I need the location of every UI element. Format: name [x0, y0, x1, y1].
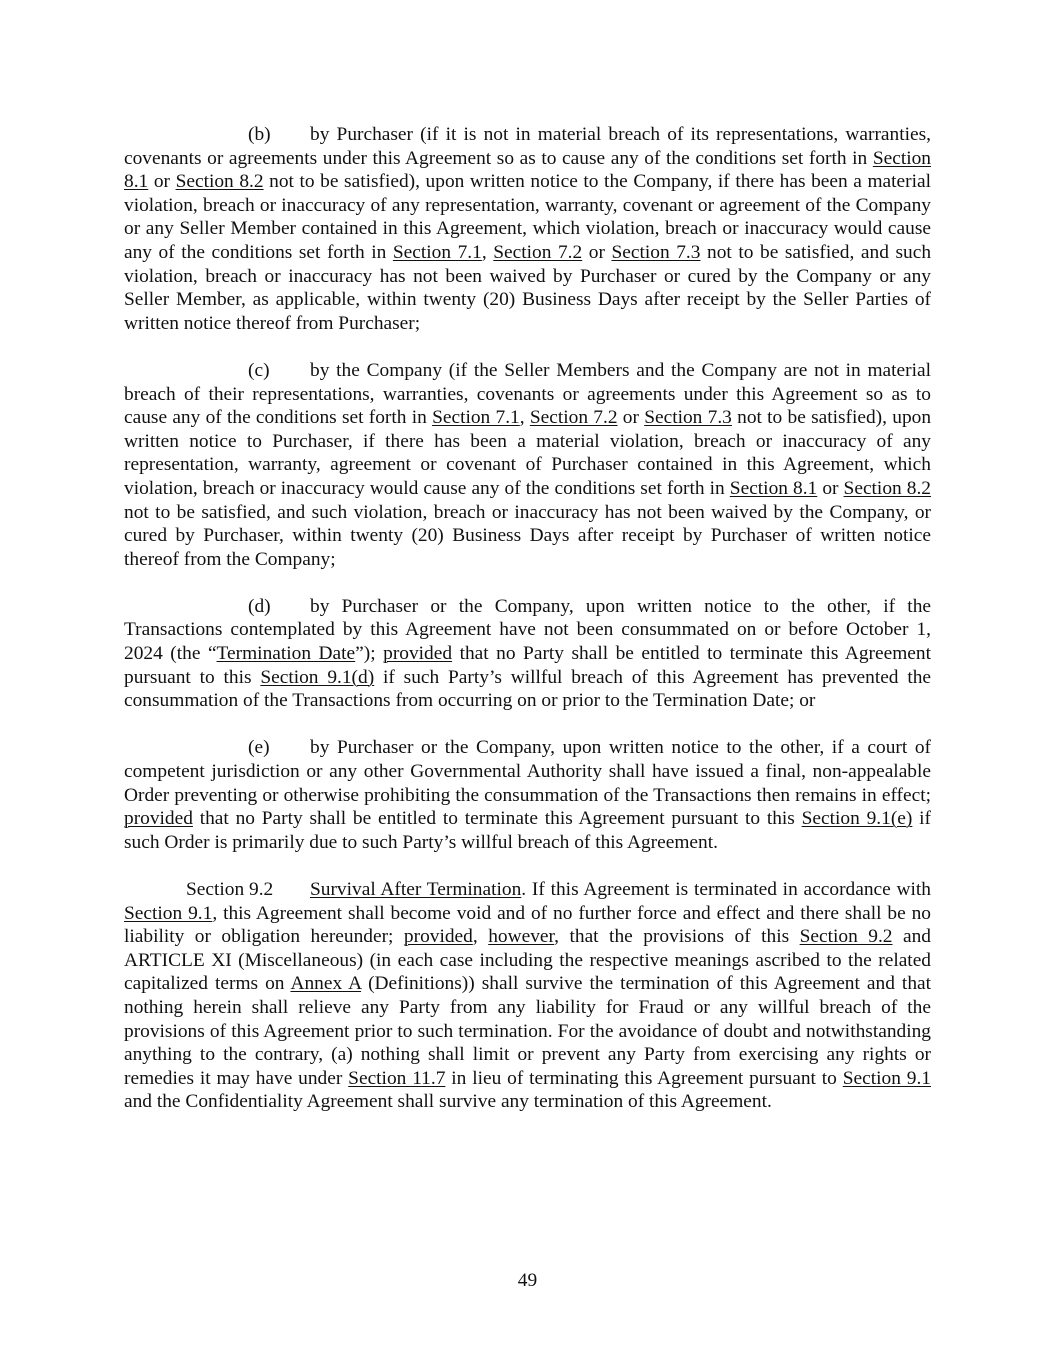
document-page [124, 123, 931, 1138]
section-9-2 [124, 878, 931, 1114]
cross-reference: Section 8.2 [843, 477, 932, 499]
paragraph-label: (c) [248, 359, 270, 381]
cross-reference: Section 11.7 [348, 1067, 446, 1089]
cross-reference: Annex A [290, 973, 362, 995]
clause-e [124, 736, 931, 854]
paragraph-text: not to be satisfied), upon written notice to Purchaser, if there has been a material violation, breach or inaccuracy of any representation, warranty, agreement or covenant of Purchaser contained in this Agreement, which violation, breach or inaccuracy would cause any of the conditions set forth in [124, 407, 932, 499]
paragraph-text: or [148, 171, 176, 193]
paragraph-text: if such Party’s willful breach of this Agreement has prevented the consummation of the Transactions from occurring on or prior to the Termination Date; or [124, 666, 932, 712]
cross-reference: Section 7.2 [493, 241, 583, 263]
paragraph-text: and the Confidentiality Agreement shall survive any termination of this Agreement. [124, 1091, 772, 1113]
paragraph-text: ”); [355, 643, 384, 665]
cross-reference: provided [383, 643, 453, 665]
paragraph-text: , that the provisions of this [554, 926, 800, 948]
paragraph-text: by Purchaser or the Company, upon written notice to the other, if a court of competent jurisdiction or any other Governmental Authority shall have issued a final, non-appealable Order preventing or otherwise prohibiting the consummation of the Transactions then remains in effect; [124, 737, 931, 806]
paragraph-text: that no Party shall be entitled to terminate this Agreement pursuant to this [124, 643, 931, 688]
paragraph-label: (b) [248, 124, 271, 145]
paragraph-text: , this Agreement shall become void and of no further force and effect and there shall be no liability or obligation hereunder; [124, 902, 932, 948]
paragraph-text: not to be satisfied, and such violation, breach or inaccuracy has not been waived by the Company, or cured by Purchaser, within twenty (20) Business Days after receipt by Purchaser of written notice thereof from the Company; [124, 501, 931, 570]
paragraph-text: by Purchaser or the Company, upon written notice to the other, if the Transactions contemplated by this Agreement have not been consummated on or before October 1, 2024 (the “ [124, 595, 931, 665]
cross-reference: Section 8.1 [124, 147, 931, 193]
paragraph-text: , [519, 407, 530, 429]
cross-reference: Section 8.2 [175, 171, 264, 193]
paragraph-text: or [582, 241, 612, 263]
paragraph-text: not to be satisfied), upon written notice to the Company, if there has been a material violation, breach or inaccuracy of any representation, warranty, covenant or agreement of the Company or any Seller Member contained in this Agreement, which violation, breach or inaccuracy would cause any of the conditions set forth in [124, 171, 931, 263]
paragraph-text: , [481, 241, 494, 263]
paragraph-text: if such Order is primarily due to such Party’s willful breach of this Agreement. [124, 808, 931, 853]
cross-reference: Survival After Termination [310, 879, 522, 900]
cross-reference: however [488, 926, 555, 948]
clause-c [124, 359, 931, 571]
paragraph-text: and ARTICLE XI (Miscellaneous) (in each case including the respective meanings ascribed to the related capitalized terms on [124, 926, 931, 995]
paragraph-text: by the Company (if the Seller Members and the Company are not in material breach of their representations, warranties, covenants or agreements under this Agreement so as to cause any of the conditions set forth in [124, 359, 931, 429]
paragraph-text: in lieu of terminating this Agreement pursuant to [445, 1067, 843, 1089]
cross-reference: Section 7.3 [611, 241, 701, 263]
paragraph-label: (e) [248, 737, 270, 759]
cross-reference: Section 8.1 [729, 477, 818, 499]
clause-d [124, 595, 931, 713]
cross-reference: Section 7.3 [644, 407, 732, 429]
cross-reference: provided [124, 808, 193, 830]
cross-reference: provided [403, 926, 473, 948]
cross-reference: Section 7.1 [392, 241, 482, 263]
cross-reference: Section 9.1 [124, 902, 213, 924]
paragraph-label: Section 9.2 [186, 879, 274, 900]
paragraph-label: (d) [248, 595, 271, 617]
paragraph-text: by Purchaser (if it is not in material breach of its representations, warranties, covenants or agreements under this Agreement so as to cause any of the conditions set forth in [124, 124, 931, 169]
paragraph-text: or [817, 477, 844, 499]
paragraph-text: or [617, 407, 645, 429]
page-number: 49 [517, 1270, 538, 1291]
paragraph-text: not to be satisfied, and such violation, breach or inaccuracy has not been waived by Purchaser or cured by the Company or any Seller Member, as applicable, within twenty (20) Business Days after receipt by the Seller Parties of written notice thereof from Purchaser; [124, 241, 932, 334]
cross-reference: Section 7.1 [432, 407, 520, 429]
cross-reference: Section 9.1 [842, 1067, 932, 1089]
cross-reference: Section 9.2 [799, 926, 893, 948]
paragraph-text: that no Party shall be entitled to terminate this Agreement pursuant to this [192, 808, 802, 830]
clause-b [124, 123, 931, 335]
paragraph-text: . If this Agreement is terminated in accordance with [521, 879, 931, 900]
cross-reference: Section 9.1(d) [260, 666, 375, 688]
cross-reference: Section 7.2 [529, 407, 618, 429]
cross-reference: Section 9.1(e) [801, 808, 913, 830]
paragraph-text: (Definitions)) shall survive the termination of this Agreement and that nothing herein shall relieve any Party from any liability for Fraud or any willful breach of the provisions of this Agreement prior to such termination. For the avoidance of doubt and notwithstanding anything to the contrary, (a) nothing shall limit or prevent any Party from exercising any rights or remedies it may have under [124, 973, 932, 1089]
paragraph-text: , [472, 926, 489, 948]
cross-reference: Termination Date [216, 643, 356, 665]
